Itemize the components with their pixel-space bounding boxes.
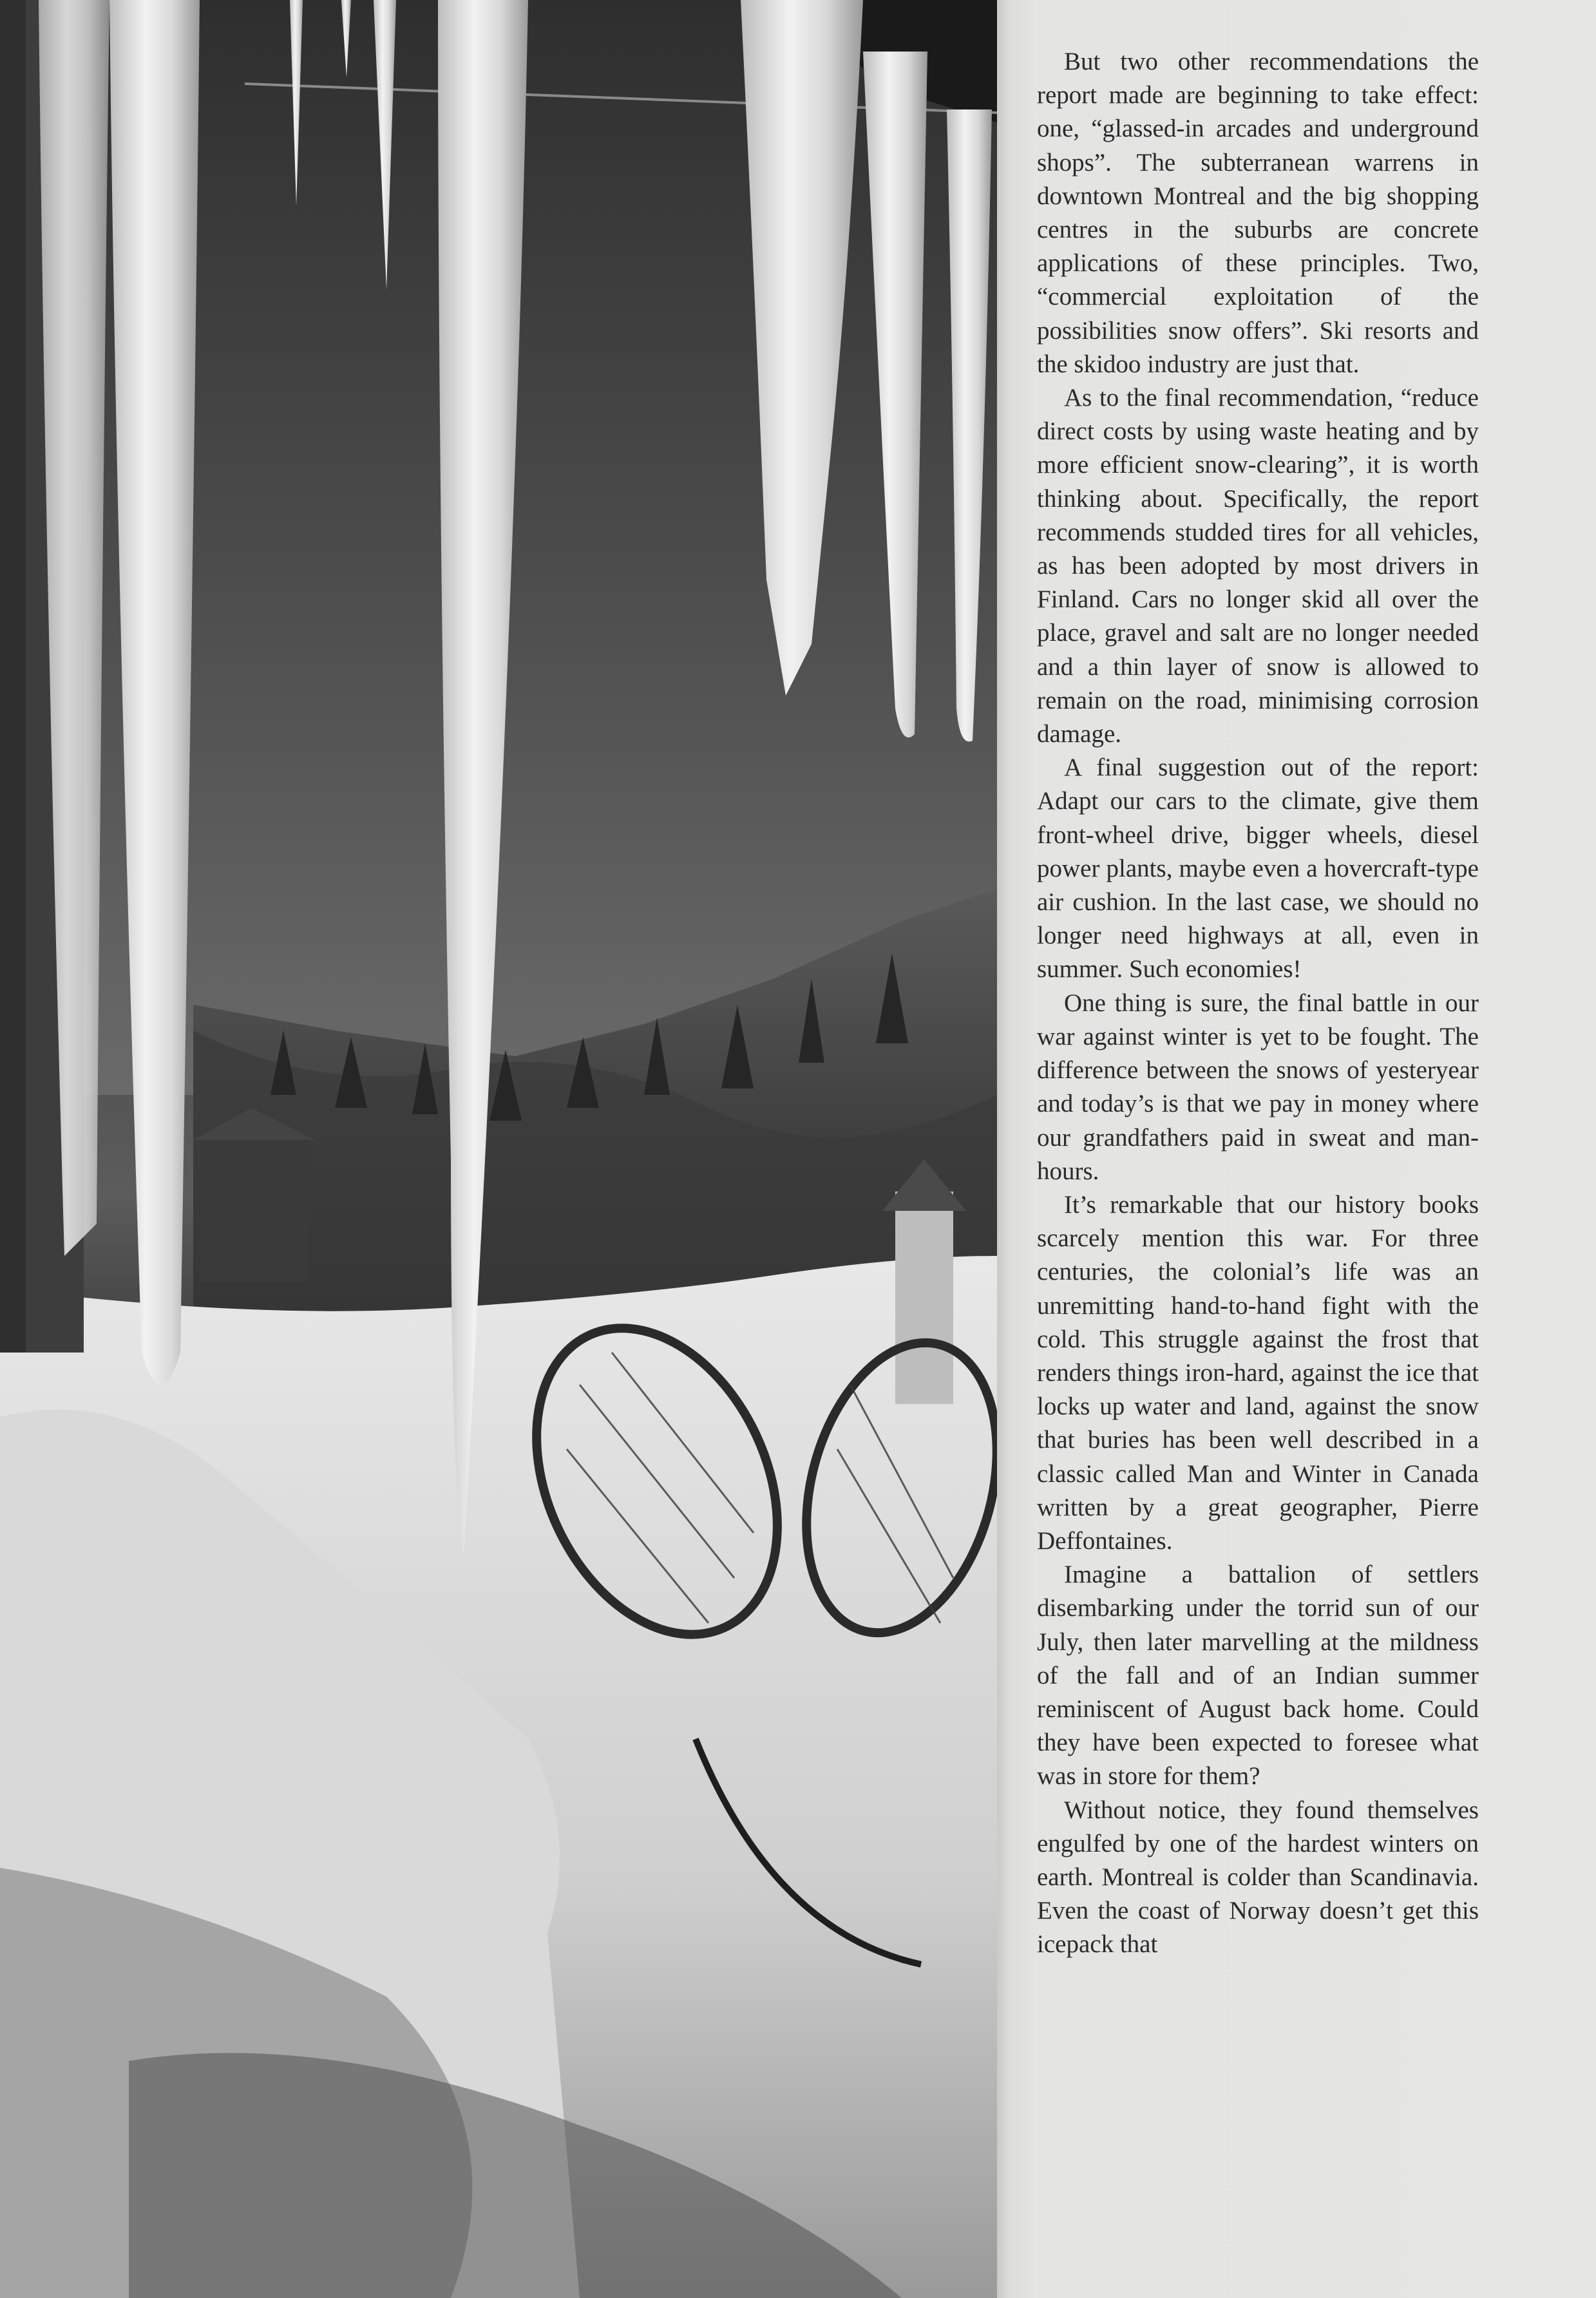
- article-text: [1037, 45, 1479, 1962]
- paragraph: It’s remarkable that our history books scarcely mention this war. For three centuries, the colonial’s life was an unremitting hand-to-hand fight with the cold. This struggle against the frost that renders things iron-hard, against the ice that locks up water and land, against the snow that buries has been well described in a classic called Man and Winter in Canada written by a great geographer, Pierre Deffontaines.: [1037, 1190, 1479, 1555]
- paragraph: Imagine a battalion of settlers disembarking under the torrid sun of our July, then later marvelling at the mildness of the fall and of an Indian summer reminiscent of August back home. Could they have been expected to foresee what was in store for them?: [1037, 1561, 1479, 1790]
- paragraph: But two other recommendations the report made are beginning to take effect: one, “glassed-in arcades and underground shops”. The subterranean warrens in downtown Montreal and the big shopping centres in the suburbs are concrete applications of these principles. Two, “commercial exploitation of the possibilities snow offers”. Ski resorts and the skidoo industry are just that.: [1037, 48, 1479, 378]
- paragraph: One thing is sure, the final battle in our war against winter is yet to be fought. The difference between the snows of yesteryear and today’s is that we pay in money where our grandfathers paid in sweat and man-hours.: [1037, 989, 1479, 1185]
- paragraph: As to the final recommendation, “reduce direct costs by using waste heating and by more efficient snow-clearing”, it is worth thinking about. Specifically, the report recommends studded tires for all vehicles, as has been adopted by most drivers in Finland. Cars no longer skid all over the place, gravel and salt are no longer needed and a thin layer of snow is allowed to remain on the road, minimising corrosion damage.: [1037, 384, 1479, 748]
- paragraph: A final suggestion out of the report: Adapt our cars to the climate, give them front-wheel drive, bigger wheels, diesel power plants, maybe even a hovercraft-type air cushion. In the last case, we should no longer need highways at all, even in summer. Such economies!: [1037, 754, 1479, 983]
- paragraph: Without notice, they found themselves engulfed by one of the hardest winters on earth. Montreal is colder than Scandinavia. Even the coast of Norway doesn’t get this icepack that: [1037, 1796, 1479, 1959]
